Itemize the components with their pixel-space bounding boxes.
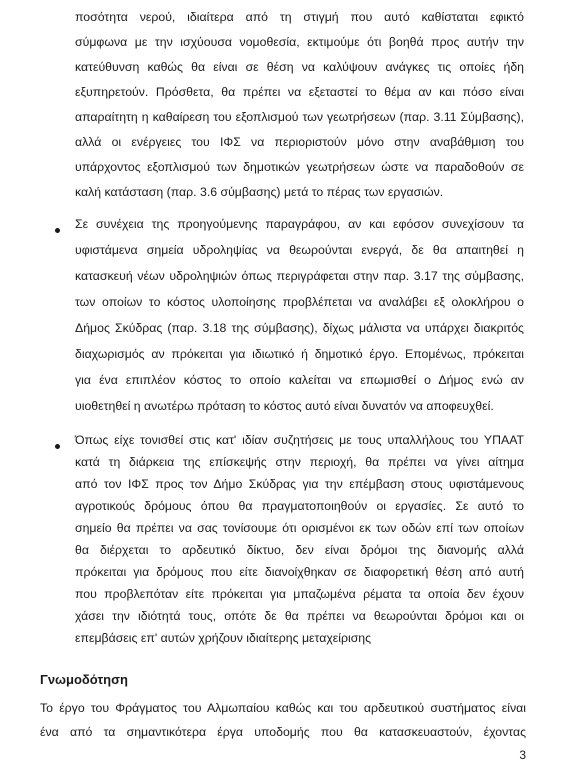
- text-line: υφιστάμενα σημεία υδροληψίας να θεωρούνται ενεργά, δε θα απαιτηθεί η: [75, 243, 524, 257]
- text-line: Δήμος Σκύδρας (παρ. 3.18 της σύμβασης), δίχως μάλιστα να υπάρχει διακριτός: [75, 321, 524, 335]
- text-line: Σε συνέχεια της προηγούμενης παραγράφου, αν και εφόσον συνεχίσουν τα: [75, 217, 524, 231]
- text-line: υιοθετηθεί η ανωτέρω πρόταση το κόστος αυτό είναι δυνατόν να αποφευχθεί.: [75, 399, 494, 413]
- text-line: υπάρχοντος εξοπλισμού των δημοτικών γεωτρήσεων ώστε να παραδοθούν σε: [75, 160, 524, 174]
- text-line: αγροτικούς δρόμους όπου θα πραγματοποιηθούν οι εργασίες. Σε αυτό το: [75, 499, 524, 513]
- text-line: αλλά οι ενέργειες του ΙΦΣ να περιοριστούν μόνο στην αναβάθμιση του: [75, 135, 524, 149]
- bullet-marker: [55, 228, 60, 233]
- text-line: Το έργο του Φράγματος του Αλμωπαίου καθώς και του αρδευτικού συστήματος είναι: [40, 701, 526, 715]
- text-line: ένα από τα σημαντικότερα έργα υποδομής που θα κατασκευαστούν, έχοντας: [40, 725, 526, 739]
- text-line: Όπως είχε τονισθεί στις κατ' ιδίαν συζητήσεις με τους υπαλλήλους του ΥΠΑΑΤ: [75, 433, 524, 447]
- page-number: 3: [519, 748, 526, 762]
- text-line: απαραίτητη η καθαίρεση του εξοπλισμού των γεωτρήσεων (παρ. 3.11 Σύμβασης),: [75, 110, 524, 124]
- text-line: πρόκειται για δρόμους που είτε διανοίχθηκαν σε διαφορετική θέση από αυτή: [75, 565, 524, 579]
- text-line: των οποίων το κόστος υλοποίησης προβλέπεται να αναλάβει εξ ολοκλήρου ο: [75, 295, 524, 309]
- text-line: από τον ΙΦΣ προς τον Δήμο Σκύδρας για την επέμβαση στους υφιστάμενους: [75, 477, 524, 491]
- text-line: επεμβάσεις επ' αυτών χρήζουν ιδιαίτερης μεταχείρισης: [75, 631, 372, 645]
- text-line: σημείο θα πρέπει να σας τονίσουμε ότι ορισμένοι εκ των οδών επί των οποίων: [75, 521, 524, 535]
- text-line: ποσότητα νερού, ιδιαίτερα από τη στιγμή που αυτό καθίσταται εφικτό: [75, 10, 524, 24]
- text-line: διαχωρισμός αν πρόκειται για ιδιωτικό ή δημοτικό έργο. Επομένως, πρόκειται: [75, 347, 524, 361]
- text-line: κατά τη διάρκεια της επίσκεψής στην περιοχή, θα πρέπει να γίνει αίτημα: [75, 455, 524, 469]
- section-heading: Γνωμοδότηση: [40, 672, 128, 687]
- text-line: κατασκευή νέων υδροληψιών όπως περιγράφεται στην παρ. 3.17 της σύμβασης,: [75, 269, 524, 283]
- text-line: για ένα επιπλέον κόστος το οποίο καλείται να επωμισθεί ο Δήμος ενώ αν: [75, 373, 524, 387]
- text-line: καλή κατάσταση (παρ. 3.6 σύμβασης) μετά το πέρας των εργασιών.: [75, 185, 444, 199]
- bullet-marker: [55, 444, 60, 449]
- text-line: κατεύθυνση καθώς θα είναι σε θέση να καλύψουν ανάγκες τις οποίες ήδη: [75, 60, 524, 74]
- text-line: θα διέρχεται το αρδευτικό δίκτυο, δεν είναι δρόμοι της διανομής αλλά: [75, 543, 524, 557]
- text-line: χάσει την ιδιότητά τους, οπότε δε θα πρέπει να θεωρούνται δρόμοι και οι: [75, 609, 524, 623]
- text-line: που προβλεπόταν είτε πρόκειται για μπαζωμένα ρέματα τα οποία δεν έχουν: [75, 587, 524, 601]
- text-line: εξυπηρετούν. Πρόσθετα, θα πρέπει να εξεταστεί το θέμα αν και πόσο είναι: [75, 85, 524, 99]
- text-line: σύμφωνα με την ισχύουσα νομοθεσία, εκτιμούμε ότι βοηθά προς αυτήν την: [75, 35, 524, 49]
